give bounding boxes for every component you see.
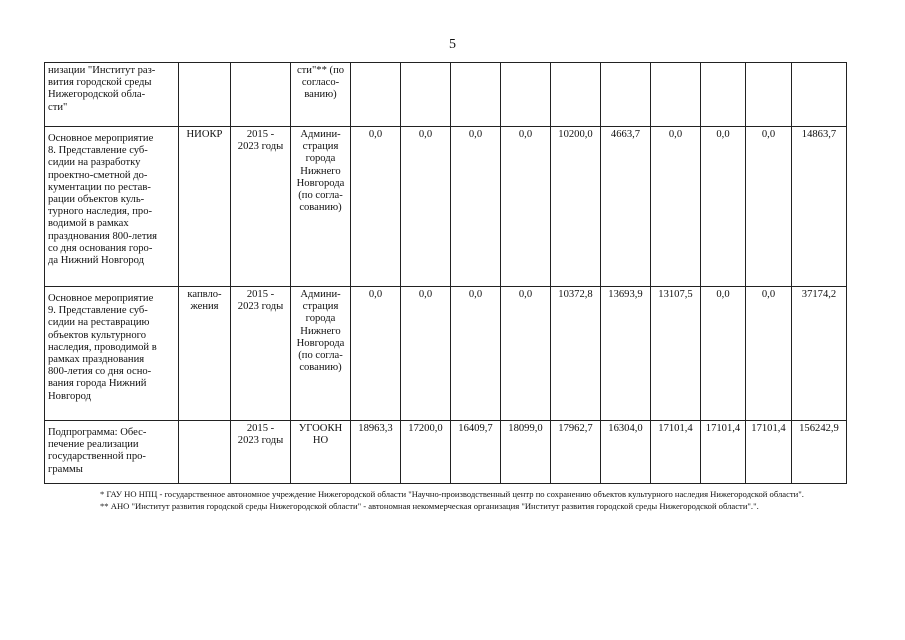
value-cell	[401, 63, 451, 127]
value-cell: 17101,4	[701, 421, 746, 484]
value-cell: 0,0	[501, 287, 551, 421]
value-cell: 0,0	[701, 287, 746, 421]
value-cell: 0,0	[451, 287, 501, 421]
row-period: 2015 - 2023 годы	[231, 421, 291, 484]
total-cell	[792, 63, 847, 127]
value-cell: 16304,0	[601, 421, 651, 484]
row-code: НИОКР	[179, 127, 231, 287]
value-cell: 13693,9	[601, 287, 651, 421]
value-cell: 18963,3	[351, 421, 401, 484]
row-period: 2015 - 2023 годы	[231, 287, 291, 421]
row-executor: УГООКН НО	[291, 421, 351, 484]
footnotes	[48, 489, 863, 512]
value-cell: 4663,7	[601, 127, 651, 287]
value-cell: 10200,0	[551, 127, 601, 287]
value-cell	[501, 63, 551, 127]
value-cell: 0,0	[351, 287, 401, 421]
table-row	[45, 421, 847, 484]
table-row	[45, 127, 847, 287]
row-executor: сти"** (по согласо- ванию)	[291, 63, 351, 127]
row-name: Основное мероприятие 9. Представление суб- сидии на реставрацию объектов культурного наследия, проводимой в рамках празднования 800-летия со дня осно- вания города Нижний Новгород	[45, 287, 179, 421]
value-cell: 0,0	[746, 127, 792, 287]
value-cell: 17200,0	[401, 421, 451, 484]
value-cell: 0,0	[401, 127, 451, 287]
value-cell: 10372,8	[551, 287, 601, 421]
value-cell: 0,0	[401, 287, 451, 421]
value-cell	[351, 63, 401, 127]
table-row	[45, 287, 847, 421]
value-cell: 0,0	[701, 127, 746, 287]
value-cell: 0,0	[651, 127, 701, 287]
row-code	[179, 421, 231, 484]
total-cell: 14863,7	[792, 127, 847, 287]
value-cell: 13107,5	[651, 287, 701, 421]
total-cell: 156242,9	[792, 421, 847, 484]
footnote: * ГАУ НО НПЦ - государственное автономное учреждение Нижегородской области "Научно-производственный центр по сохранению объектов культурного наследия Нижегородской области".	[100, 489, 804, 499]
value-cell	[601, 63, 651, 127]
value-cell: 17962,7	[551, 421, 601, 484]
page-number: 5	[449, 37, 456, 52]
value-cell: 16409,7	[451, 421, 501, 484]
row-name: Подпрограмма: Обес- печение реализации государственной про- граммы	[45, 421, 179, 484]
value-cell	[701, 63, 746, 127]
total-cell: 37174,2	[792, 287, 847, 421]
value-cell: 0,0	[451, 127, 501, 287]
value-cell: 17101,4	[651, 421, 701, 484]
footnote: ** АНО "Институт развития городской среды Нижегородской области" - автономная некоммерческая организация "Институт развития городской среды Нижегородской области".".	[100, 500, 759, 511]
value-cell: 0,0	[501, 127, 551, 287]
value-cell: 0,0	[351, 127, 401, 287]
value-cell: 18099,0	[501, 421, 551, 484]
row-executor: Админи- страция города Нижнего Новгорода (по согла- сованию)	[291, 127, 351, 287]
value-cell	[451, 63, 501, 127]
row-period	[231, 63, 291, 127]
row-period: 2015 - 2023 годы	[231, 127, 291, 287]
value-cell	[551, 63, 601, 127]
value-cell	[746, 63, 792, 127]
row-code: капвло- жения	[179, 287, 231, 421]
row-code	[179, 63, 231, 127]
value-cell: 17101,4	[746, 421, 792, 484]
value-cell: 0,0	[746, 287, 792, 421]
row-name: низации "Институт раз- вития городской среды Нижегородской обла- сти"	[45, 63, 179, 127]
value-cell	[651, 63, 701, 127]
program-table	[44, 62, 847, 484]
row-name: Основное мероприятие 8. Представление суб- сидии на разработку проектно-сметной до- кументации по рестав- рации объектов куль- турного наследия, про- водимой в рамках празднования 800-летия со дня основания горо- да Нижний Новгород	[45, 127, 179, 287]
table-row	[45, 63, 847, 127]
row-executor: Админи- страция города Нижнего Новгорода (по согла- сованию)	[291, 287, 351, 421]
